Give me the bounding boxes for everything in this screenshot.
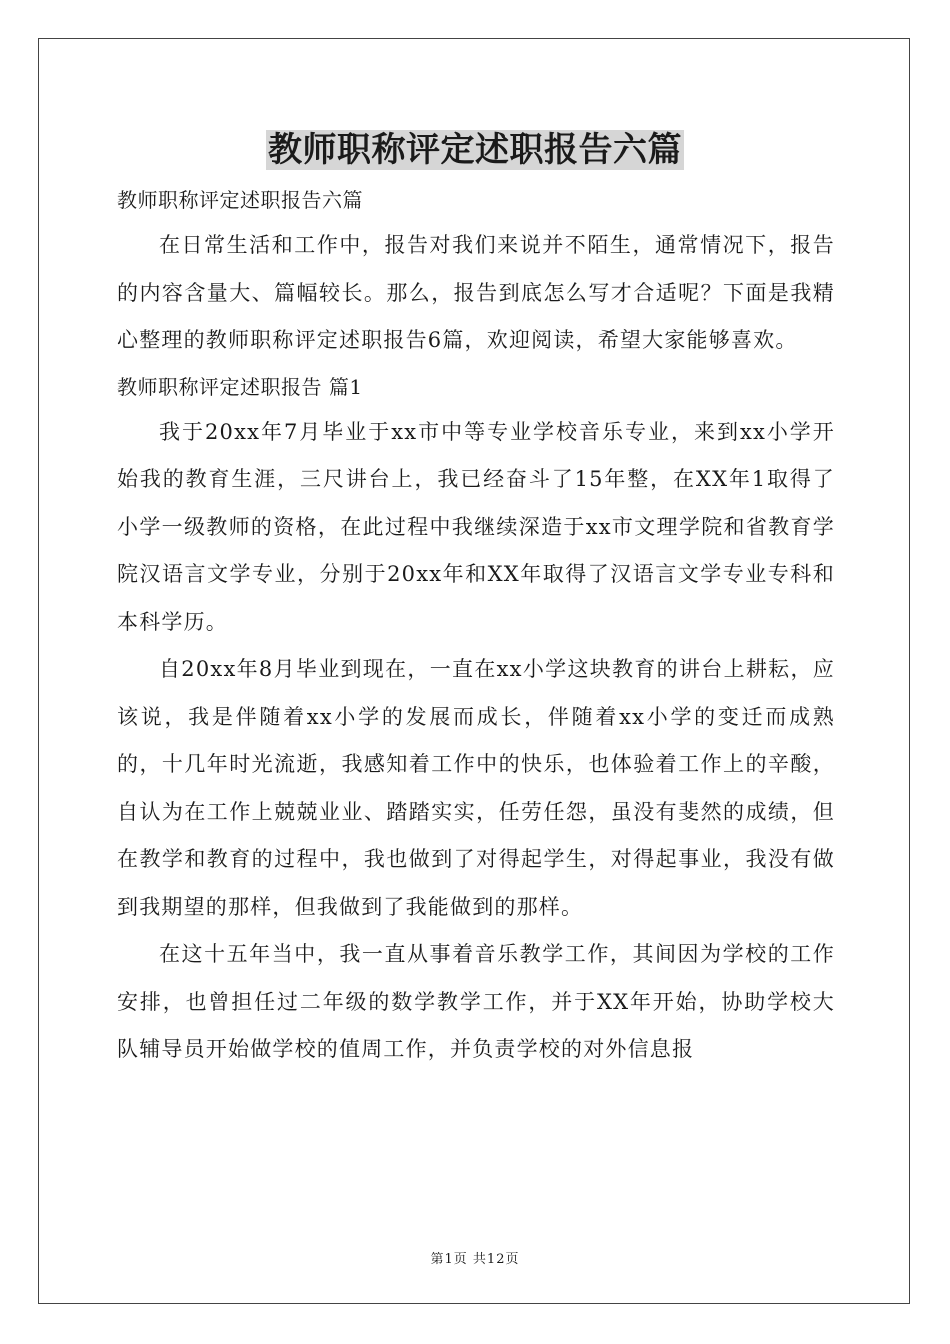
intro-paragraph: 在日常生活和工作中，报告对我们来说并不陌生，通常情况下，报告的内容含量大、篇幅较长。那么，报告到底怎么写才合适呢？下面是我精心整理的教师职称评定述职报告6篇，欢迎阅读，希望大家能够喜欢。 [117,233,835,352]
document-title [0,128,950,172]
body-paragraph-3: 在这十五年当中，我一直从事着音乐教学工作，其间因为学校的工作安排，也曾担任过二年级的数学教学工作，并于XX年开始，协助学校大队辅导员开始做学校的值周工作，并负责学校的对外信息报 [117,942,835,1061]
body-paragraph-1: 我于20xx年7月毕业于xx市中等专业学校音乐专业，来到xx小学开始我的教育生涯，三尺讲台上，我已经奋斗了15年整，在XX年1取得了小学一级教师的资格，在此过程中我继续深造于xx市文理学院和省教育学院汉语言文学专业，分别于20xx年和XX年取得了汉语言文学专业专科和本科学历。 [117,419,835,634]
page-number-footer: 第1页 共12页 [430,1252,520,1267]
document-body [117,178,835,1074]
document-title-text: 教师职称评定述职报告六篇 [268,130,682,170]
body-paragraph-2: 自20xx年8月毕业到现在，一直在xx小学这块教育的讲台上耕耘，应该说，我是伴随着xx小学的发展而成长，伴随着xx小学的变迁而成熟的，十几年时光流逝，我感知着工作中的快乐，也体验着工作上的辛酸，自认为在工作上兢兢业业、踏踏实实，任劳任怨，虽没有斐然的成绩，但在教学和教育的过程中，我也做到了对得起学生，对得起事业，我没有做到我期望的那样，但我做到了我能做到的那样。 [117,657,835,919]
document-subtitle: 教师职称评定述职报告六篇 [117,188,363,212]
section-heading: 教师职称评定述职报告 篇1 [117,374,363,399]
